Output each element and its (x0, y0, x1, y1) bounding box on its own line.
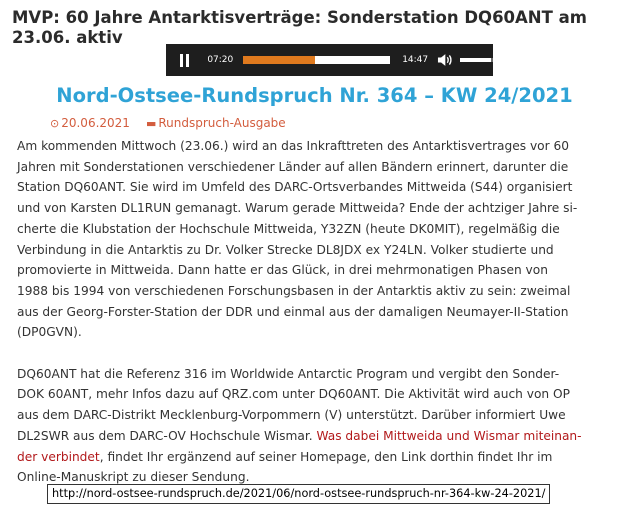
post-category[interactable]: Rundspruch-Ausgabe (158, 116, 286, 130)
audio-player (166, 44, 493, 76)
progress-slider[interactable] (243, 56, 390, 64)
source-url: http://nord-ostsee-rundspruch.de/2021/06/nord-ostsee-rundspruch-nr-364-kw-24-2021/ (47, 484, 550, 504)
post-title[interactable]: Nord-Ostsee-Rundspruch Nr. 364 – KW 24/2021 (56, 84, 573, 107)
volume-slider[interactable] (460, 58, 493, 62)
volume-fill (460, 58, 492, 62)
article-paragraph-2 (17, 364, 623, 488)
duration-time: 14:47 (402, 55, 429, 65)
clock-icon: ⊙ (50, 116, 60, 130)
current-time: 07:20 (207, 55, 234, 65)
pause-icon[interactable] (172, 44, 198, 76)
progress-fill (243, 56, 315, 64)
page-headline: MVP: 60 Jahre Antarktisverträge: Sonderstation DQ60ANT am 23.06. aktiv (12, 8, 587, 47)
paragraph-2-text-before: DQ60ANT hat die Referenz 316 im Worldwide Antarctic Program und vergibt den Sonder- DOK 60ANT, mehr Infos dazu auf QRZ.com unter DQ60ANT. Die Aktivität wird auch von OP aus dem DARC-Distrikt Mecklenburg-Vorpommern (V) unterstützt. Darüber informiert Uwe DL2SWR aus dem DARC-OV Hochschule Wismar. (17, 366, 570, 443)
article-paragraph-1: Am kommenden Mittwoch (23.06.) wird an das Inkrafttreten des Antarktisvertrages vor 60 Jahren mit Sonderstationen verschiedener Länder auf allen Bändern erinnert, darunter die Station DQ60ANT. Sie wird im Umfeld des DARC-Ortsverbandes Mittweida (S44) organisiert und von Karsten DL1RUN gemanagt. Warum gerade Mittweida? Ende der achtziger Jahre si- cherte die Klubstation der Hochschule Mittweida, Y32ZN (heute DK0MIT), regelmäßig die Verbindung in die Antarktis zu Dr. Volker Strecke DL8JDX ex Y24LN. Volker studierte und promovierte in Mittweida. Dann hatte er das Glück, in drei mehrmonatigen Phasen von 1988 bis 1994 von verschiedenen Forschungsbasen in der Antarktis aktiv zu sein: zweimal aus der Georg-Forster-Station der DDR und einmal aus der damaligen Neumayer-II-Station (DP0GVN). (17, 139, 578, 340)
speaker-icon[interactable] (436, 51, 454, 69)
homepage-link[interactable]: Was dabei Mittweida und Wismar miteinan- der verbindet (17, 428, 582, 464)
paragraph-2-text-after: , findet Ihr ergänzend auf seiner Homepage, den Link dorthin findet Ihr im Online-Manuskript zu dieser Sendung. (17, 449, 553, 485)
post-date[interactable]: 20.06.2021 (61, 116, 130, 130)
article-body (17, 136, 623, 509)
post-meta (50, 116, 286, 130)
folder-icon: ▬ (145, 116, 157, 130)
